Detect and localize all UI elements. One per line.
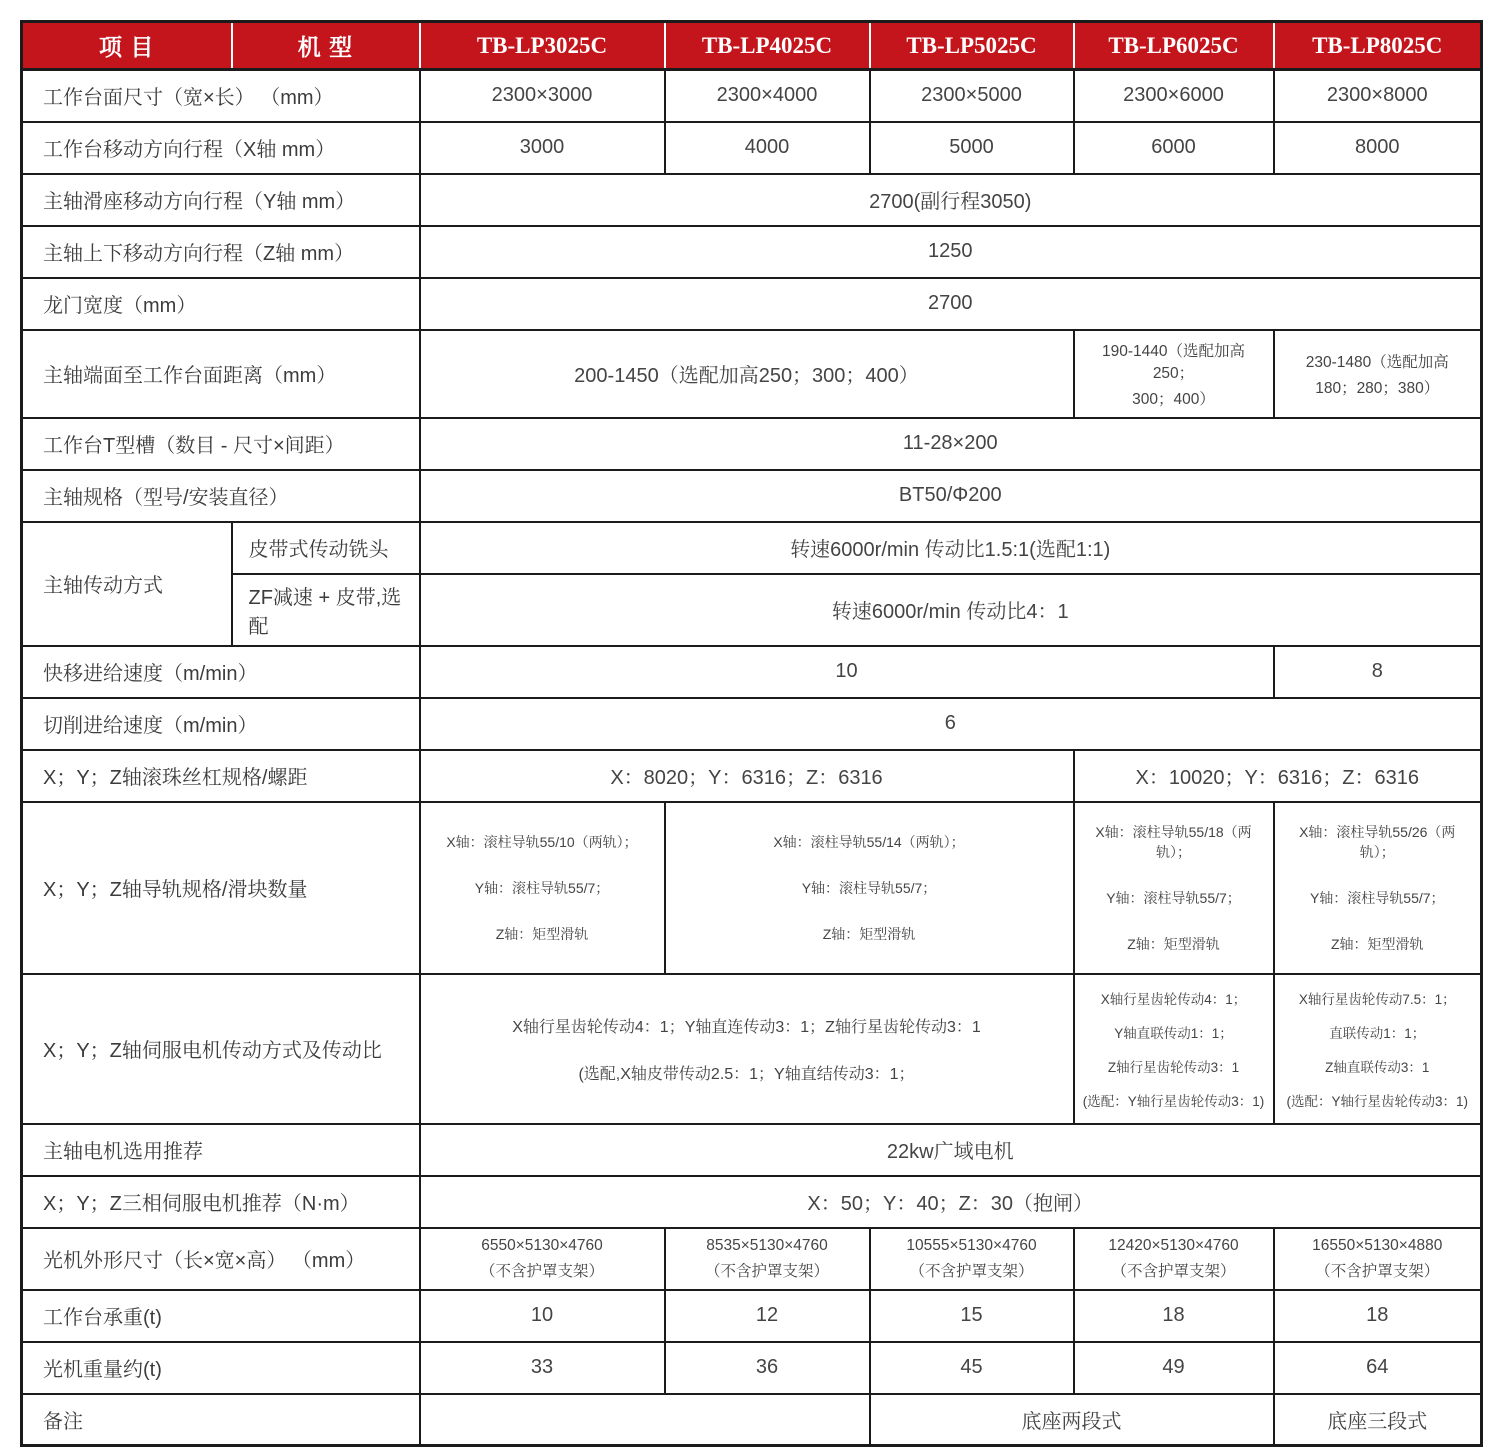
row-label: 光机外形尺寸（长×宽×高） （mm） bbox=[22, 1228, 420, 1290]
cell-value bbox=[420, 1228, 665, 1290]
row-label: 光机重量约(t) bbox=[22, 1342, 420, 1394]
cell-value bbox=[665, 802, 1074, 974]
row-label: 切削进给速度（m/min） bbox=[22, 698, 420, 750]
cell-line: (选配,X轴皮带传动2.5：1；Y轴直结传动3：1； bbox=[578, 1065, 915, 1083]
table-row bbox=[22, 418, 1482, 470]
table-row bbox=[22, 1394, 1482, 1446]
cell-value bbox=[1074, 974, 1274, 1124]
cell-line: Y轴：滚柱导轨55/7； bbox=[474, 879, 610, 896]
cell-value: 49 bbox=[1074, 1342, 1274, 1394]
cell-value: 45 bbox=[870, 1342, 1074, 1394]
cell-line: （不含护罩支架） bbox=[704, 1262, 829, 1280]
cell-line: Y轴直联传动1：1； bbox=[1114, 1025, 1233, 1041]
row-label: X；Y；Z轴滚珠丝杠规格/螺距 bbox=[22, 750, 420, 802]
row-label: 主轴规格（型号/安装直径） bbox=[22, 470, 420, 522]
machine-spec-table bbox=[20, 20, 1483, 1447]
table-row bbox=[22, 470, 1482, 522]
cell-value: 2300×4000 bbox=[665, 70, 870, 122]
cell-value bbox=[1274, 1228, 1482, 1290]
cell-line: Z轴行星齿轮传动3：1 bbox=[1107, 1059, 1240, 1075]
cell-value: 底座两段式 bbox=[870, 1394, 1274, 1446]
table-row bbox=[22, 574, 1482, 646]
cell-value: 33 bbox=[420, 1342, 665, 1394]
cell-line: （不含护罩支架） bbox=[1111, 1262, 1236, 1280]
cell-line: X轴行星齿轮传动4：1； bbox=[1100, 991, 1247, 1007]
cell-value: 底座三段式 bbox=[1274, 1394, 1482, 1446]
cell-line: 190-1440（选配加高250； bbox=[1101, 342, 1245, 382]
cell-value bbox=[1074, 802, 1274, 974]
cell-line: （不含护罩支架） bbox=[909, 1262, 1034, 1280]
cell-line: X轴：滚柱导轨55/14（两轨）； bbox=[773, 833, 965, 850]
row-label: 主轴传动方式 bbox=[22, 522, 232, 646]
table-row bbox=[22, 646, 1482, 698]
cell-line: Z轴：矩型滑轨 bbox=[1330, 935, 1424, 952]
cell-value bbox=[420, 802, 665, 974]
cell-value bbox=[420, 974, 1074, 1124]
row-label: 主轴端面至工作台面距离（mm） bbox=[22, 330, 420, 418]
cell-line: 16550×5130×4880 bbox=[1312, 1236, 1443, 1254]
cell-value: 18 bbox=[1274, 1290, 1482, 1342]
cell-value: 2700 bbox=[420, 278, 1482, 330]
table-row bbox=[22, 522, 1482, 574]
cell-value: 2300×5000 bbox=[870, 70, 1074, 122]
cell-value: X：8020；Y：6316；Z：6316 bbox=[420, 750, 1074, 802]
header-model-tb-lp5025c: TB-LP5025C bbox=[870, 22, 1074, 70]
cell-value bbox=[1074, 1228, 1274, 1290]
cell-line: Z轴：矩型滑轨 bbox=[1127, 935, 1220, 952]
cell-line: （不含护罩支架） bbox=[479, 1262, 604, 1280]
table-row bbox=[22, 278, 1482, 330]
row-label: 主轴电机选用推荐 bbox=[22, 1124, 420, 1176]
cell-line: X轴：滚柱导轨55/18（两轨）； bbox=[1095, 823, 1252, 860]
cell-value: 8 bbox=[1274, 646, 1482, 698]
row-label: 主轴滑座移动方向行程（Y轴 mm） bbox=[22, 174, 420, 226]
table-row bbox=[22, 1124, 1482, 1176]
cell-value: 36 bbox=[665, 1342, 870, 1394]
cell-value: 10 bbox=[420, 1290, 665, 1342]
cell-value bbox=[420, 1394, 870, 1446]
table-row bbox=[22, 1176, 1482, 1228]
row-label: 主轴上下移动方向行程（Z轴 mm） bbox=[22, 226, 420, 278]
cell-value: 6000 bbox=[1074, 122, 1274, 174]
cell-line: 180；280；380） bbox=[1315, 379, 1440, 397]
cell-line: Z轴：矩型滑轨 bbox=[822, 925, 916, 942]
cell-line: X轴行星齿轮传动4：1；Y轴直连传动3：1；Z轴行星齿轮传动3：1 bbox=[512, 1018, 981, 1036]
row-label: 备注 bbox=[22, 1394, 420, 1446]
cell-line: X轴行星齿轮传动7.5：1； bbox=[1298, 991, 1456, 1007]
table-row bbox=[22, 174, 1482, 226]
header-model-tb-lp3025c: TB-LP3025C bbox=[420, 22, 665, 70]
cell-value bbox=[1274, 330, 1482, 418]
header-row bbox=[22, 22, 1482, 70]
cell-value bbox=[1274, 974, 1482, 1124]
cell-line: (选配：Y轴行星齿轮传动3：1) bbox=[1082, 1093, 1265, 1109]
table-row bbox=[22, 1228, 1482, 1290]
cell-value: 6 bbox=[420, 698, 1482, 750]
cell-line: 300；400） bbox=[1132, 390, 1215, 408]
table-row bbox=[22, 802, 1482, 974]
cell-value: 15 bbox=[870, 1290, 1074, 1342]
cell-line: 230-1480（选配加高 bbox=[1305, 353, 1449, 371]
table-row bbox=[22, 70, 1482, 122]
row-label: 快移进给速度（m/min） bbox=[22, 646, 420, 698]
cell-value bbox=[870, 1228, 1074, 1290]
header-model-tb-lp8025c: TB-LP8025C bbox=[1274, 22, 1482, 70]
table-row bbox=[22, 698, 1482, 750]
cell-value: 2300×3000 bbox=[420, 70, 665, 122]
row-label: 龙门宽度（mm） bbox=[22, 278, 420, 330]
row-label: X；Y；Z轴伺服电机传动方式及传动比 bbox=[22, 974, 420, 1124]
spec-table-body bbox=[22, 70, 1482, 1446]
cell-line: X轴：滚柱导轨55/26（两轨）； bbox=[1299, 823, 1456, 860]
cell-value: 22kw广域电机 bbox=[420, 1124, 1482, 1176]
cell-line: Y轴：滚柱导轨55/7； bbox=[1309, 889, 1445, 906]
cell-value: 转速6000r/min 传动比1.5:1(选配1:1) bbox=[420, 522, 1482, 574]
cell-value: 2300×8000 bbox=[1274, 70, 1482, 122]
cell-value: 转速6000r/min 传动比4：1 bbox=[420, 574, 1482, 646]
table-row bbox=[22, 122, 1482, 174]
row-label: 工作台T型槽（数目 - 尺寸×间距） bbox=[22, 418, 420, 470]
cell-line: 10555×5130×4760 bbox=[906, 1236, 1037, 1254]
cell-line: 8535×5130×4760 bbox=[706, 1236, 828, 1254]
cell-value: X：10020；Y：6316；Z：6316 bbox=[1074, 750, 1482, 802]
cell-value: 64 bbox=[1274, 1342, 1482, 1394]
cell-line: 12420×5130×4760 bbox=[1108, 1236, 1239, 1254]
row-sublabel: ZF减速 + 皮带,选配 bbox=[232, 574, 420, 646]
cell-line: 6550×5130×4760 bbox=[481, 1236, 603, 1254]
header-model-tb-lp6025c: TB-LP6025C bbox=[1074, 22, 1274, 70]
cell-value: 3000 bbox=[420, 122, 665, 174]
row-sublabel: 皮带式传动铣头 bbox=[232, 522, 420, 574]
cell-value: 4000 bbox=[665, 122, 870, 174]
table-row bbox=[22, 974, 1482, 1124]
cell-value: BT50/Φ200 bbox=[420, 470, 1482, 522]
header-model: 机 型 bbox=[232, 22, 420, 70]
table-row bbox=[22, 1290, 1482, 1342]
table-row bbox=[22, 1342, 1482, 1394]
row-label: X；Y；Z三相伺服电机推荐（N·m） bbox=[22, 1176, 420, 1228]
cell-line: Y轴：滚柱导轨55/7； bbox=[801, 879, 937, 896]
cell-value: 11-28×200 bbox=[420, 418, 1482, 470]
row-label: 工作台承重(t) bbox=[22, 1290, 420, 1342]
cell-value: 2700(副行程3050) bbox=[420, 174, 1482, 226]
cell-value: 5000 bbox=[870, 122, 1074, 174]
cell-value bbox=[1274, 802, 1482, 974]
cell-value bbox=[1074, 330, 1274, 418]
cell-value: 200-1450（选配加高250；300；400） bbox=[420, 330, 1074, 418]
cell-value: 12 bbox=[665, 1290, 870, 1342]
cell-line: Z轴直联传动3：1 bbox=[1325, 1059, 1430, 1075]
row-label: 工作台移动方向行程（X轴 mm） bbox=[22, 122, 420, 174]
cell-line: （不含护罩支架） bbox=[1315, 1262, 1440, 1280]
table-row bbox=[22, 750, 1482, 802]
cell-value bbox=[665, 1228, 870, 1290]
row-label: 工作台面尺寸（宽×长） （mm） bbox=[22, 70, 420, 122]
cell-value: 10 bbox=[420, 646, 1274, 698]
cell-value: 2300×6000 bbox=[1074, 70, 1274, 122]
cell-value: 1250 bbox=[420, 226, 1482, 278]
table-row bbox=[22, 226, 1482, 278]
cell-line: Z轴：矩型滑轨 bbox=[495, 925, 589, 942]
cell-line: 直联传动1：1； bbox=[1329, 1025, 1426, 1041]
cell-line: X轴：滚柱导轨55/10（两轨）； bbox=[446, 833, 638, 850]
header-model-tb-lp4025c: TB-LP4025C bbox=[665, 22, 870, 70]
cell-line: (选配：Y轴行星齿轮传动3：1) bbox=[1286, 1093, 1468, 1109]
cell-value: X：50；Y：40；Z：30（抱闸） bbox=[420, 1176, 1482, 1228]
header-item: 项 目 bbox=[22, 22, 232, 70]
row-label: X；Y；Z轴导轨规格/滑块数量 bbox=[22, 802, 420, 974]
table-row bbox=[22, 330, 1482, 418]
cell-value: 18 bbox=[1074, 1290, 1274, 1342]
cell-value: 8000 bbox=[1274, 122, 1482, 174]
cell-line: Y轴：滚柱导轨55/7； bbox=[1106, 889, 1241, 906]
